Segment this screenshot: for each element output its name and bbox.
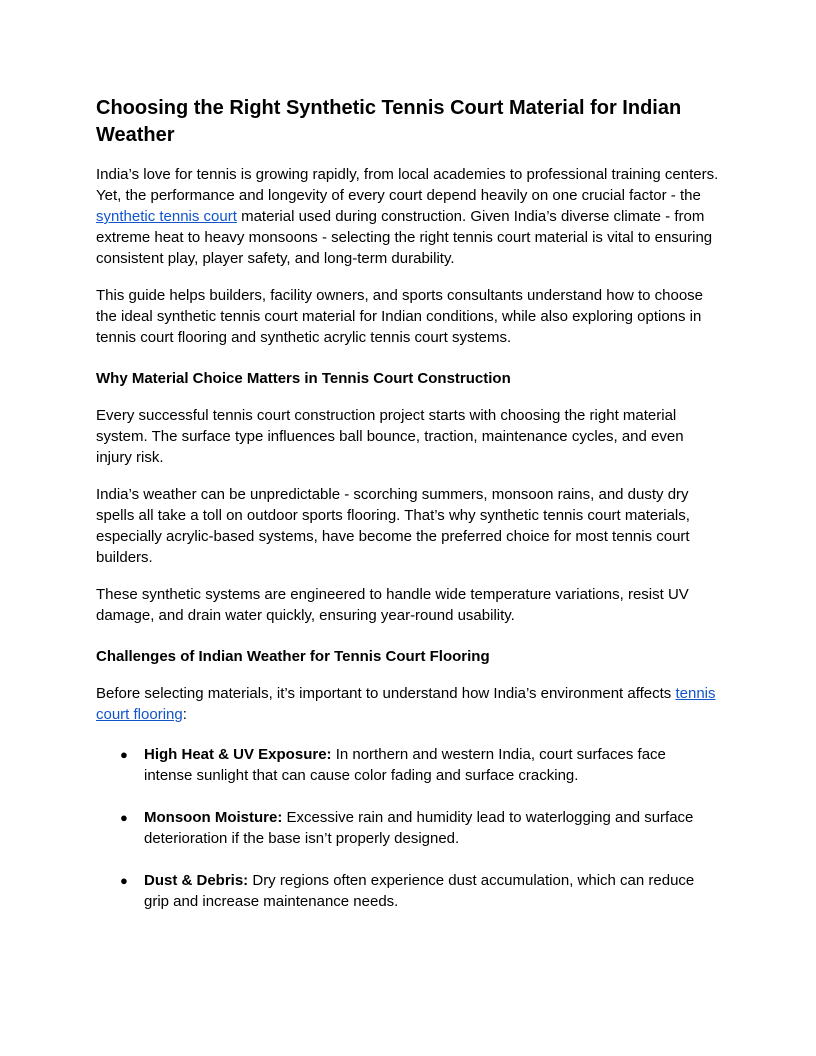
- list-item-text: Excessive rain and humidity lead to waterlogging and surface deterioration if the base isn’t properly designed.: [144, 809, 694, 847]
- section2-intro-text-before-link: Before selecting materials, it’s important to understand how India’s environment affects: [96, 685, 676, 702]
- intro-text-after-link: material used during construction. Given India’s diverse climate - from extreme heat to heavy monsoons - selecting the right tennis court material is vital to ensuring consistent play, player safety, and long-term durability.: [96, 208, 713, 267]
- list-item-label: Monsoon Moisture:: [144, 809, 283, 826]
- intro-text-before-link: India’s love for tennis is growing rapidly, from local academies to professional training centers. Yet, the performance and longevity of every court depend heavily on one crucial factor - the: [96, 166, 719, 204]
- bullet-icon: ●: [120, 873, 128, 888]
- list-item-text: In northern and western India, court surfaces face intense sunlight that can cause color fading and surface cracking.: [144, 746, 666, 784]
- section1-paragraph-1: Every successful tennis court construction project starts with choosing the right material system. The surface type influences ball bounce, traction, maintenance cycles, and even injury risk.: [96, 407, 684, 466]
- section2-intro-paragraph: [96, 683, 720, 725]
- bullet-icon: ●: [120, 810, 128, 825]
- list-item: [120, 807, 720, 849]
- list-item-label: High Heat & UV Exposure:: [144, 746, 332, 763]
- synthetic-tennis-court-link[interactable]: synthetic tennis court: [96, 208, 237, 225]
- section-heading-indian-weather: Challenges of Indian Weather for Tennis Court Flooring: [96, 648, 490, 665]
- section2-intro-text-after-link: :: [182, 706, 187, 723]
- list-item: [120, 870, 720, 912]
- tennis-court-flooring-link[interactable]: tennis court flooring: [96, 685, 716, 723]
- page-title: Choosing the Right Synthetic Tennis Court Material for Indian Weather: [96, 97, 682, 146]
- intro-paragraph-2: This guide helps builders, facility owners, and sports consultants understand how to choose the ideal synthetic tennis court material for Indian conditions, while also exploring options in tennis court flooring and synthetic acrylic tennis court systems.: [96, 287, 704, 346]
- list-item: [120, 744, 720, 786]
- section-heading-material-choice: Why Material Choice Matters in Tennis Court Construction: [96, 370, 511, 387]
- list-item-label: Dust & Debris:: [144, 872, 249, 889]
- list-item-text: Dry regions often experience dust accumulation, which can reduce grip and increase maintenance needs.: [144, 872, 695, 910]
- weather-challenges-list: [96, 744, 720, 912]
- section1-paragraph-3: These synthetic systems are engineered to handle wide temperature variations, resist UV damage, and drain water quickly, ensuring year-round usability.: [96, 586, 689, 624]
- section1-paragraph-2: India’s weather can be unpredictable - scorching summers, monsoon rains, and dusty dry spells all take a toll on outdoor sports flooring. That’s why synthetic tennis court materials, especially acrylic-based systems, have become the preferred choice for most tennis court builders.: [96, 486, 690, 566]
- bullet-icon: ●: [120, 747, 128, 762]
- intro-paragraph-1: [96, 164, 720, 269]
